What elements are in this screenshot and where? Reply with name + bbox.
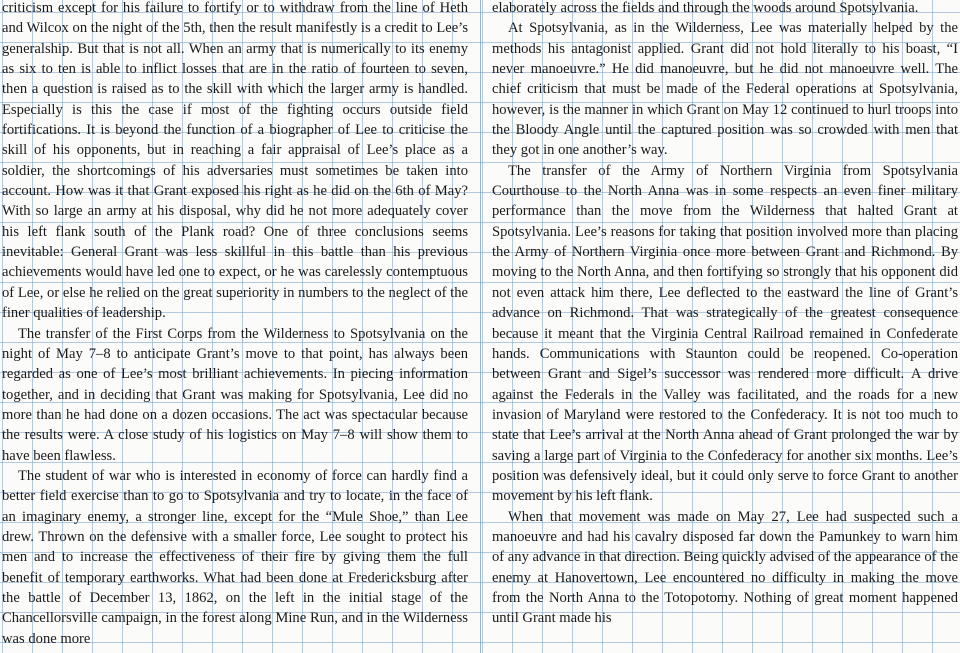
- left-text-column: [2, 0, 468, 653]
- column-divider: [480, 0, 481, 653]
- right-paragraph-2: At Spotsylvania, as in the Wilderness, Lee was materially helped by the methods his antagonist applied. Grant did not hold literally to his boast, “I never manoeuvre.” He did manoeuvre, but he did not manoeuvre well. The chief criticism that must be made of the Federal operations at Spotsylvania, however, is the manner in which Grant on May 12 continued to hurl troops into the Bloody Angle until the captured position was so crowded with men that they got in one another’s way.: [492, 20, 958, 159]
- left-paragraph-1: criticism except for his failure to fortify or to withdraw from the line of Heth and Wilcox on the night of the 5th, then the result manifestly is a credit to Lee’s generalship. But that is not all. When an army that is numerically to its enemy as six to ten is able to inflict losses that are in the ratio of fourteen to seven, then a question is raised as to the skill with which the larger army is handled. Especially is this the case if most of the fighting occurs outside field fortifications. It is beyond the function of a biographer of Lee to criticise the skill of his opponents, but in reaching a fair appraisal of Lee’s place as a soldier, the shortcomings of his adversaries must sometimes be taken into account. How was it that Grant exposed his right as he did on the 6th of May? With so large an army at his disposal, why did he not more adequately cover his left flank south of the Plank road? One of three conclusions seems inevitable: General Grant was less skillful in this battle than his previous achievements would have led one to expect, or he was carelessly contemptuous of Lee, or else he relied on the great superiority in numbers to the neglect of the finer qualities of leadership.: [2, 0, 468, 322]
- right-text-column: [492, 0, 958, 653]
- right-paragraph-4: When that movement was made on May 27, Lee had suspected such a manoeuvre and had his cavalry disposed far down the Pamunkey to warn him of any advance in that direction. Being quickly advised of the appearance of the enemy at Hanovertown, Lee encountered no difficulty in making the move from the North Anna to the Totopotomy. Nothing of great moment happened until Grant made his: [492, 508, 958, 627]
- right-paragraph-3: The transfer of the Army of Northern Virginia from Spotsylvania Courthouse to the North Anna was in some respects an even finer military performance than the move from the Wilderness that halted Grant at Spotsylvania. Lee’s reasons for taking that position involved more than placing the Army of Northern Virginia once more between Grant and Richmond. By moving to the North Anna, and then fortifying so strongly that his opponent did not even attack him there, Lee deflected to the eastward the line of Grant’s advance on Richmond. That was strategically of the greatest consequence because it meant that the Virginia Central Railroad remained in Confederate hands. Communications with Staunton could be reopened. Co-operation between Grant and Sigel’s successor was rendered more difficult. A drive against the Federals in the Valley was facilitated, and the roads for a new invasion of Maryland were restored to the Confederacy. It is not too much to state that Lee’s arrival at the North Anna ahead of Grant prolonged the war by saving a large part of Virginia to the Confederacy for another six months. Lee’s position was defensively ideal, but it could only serve to force Grant to another movement by his left flank.: [492, 162, 958, 505]
- left-paragraph-2: The transfer of the First Corps from the Wilderness to Spotsylvania on the night of May 7–8 to anticipate Grant’s move to that point, has always been regarded as one of Lee’s most brilliant achievements. In piecing information together, and in deciding that Grant was making for Spotsylvania, Lee did no more than he had done on a dozen occasions. The act was spectacular because the results were. A close study of his logistics on May 7–8 will show them to have been flawless.: [2, 325, 468, 464]
- left-paragraph-3: The student of war who is interested in economy of force can hardly find a better field exercise than to go to Spotsylvania and try to locate, in the face of an imaginary enemy, a stronger line, except for the “Mule Shoe,” than Lee drew. Thrown on the defensive with a smaller force, Lee sought to protect his men and to increase the effectiveness of their fire by giving them the full benefit of temporary earthworks. What had been done at Fredericksburg after the battle of December 13, 1862, on the left in the initial stage of the Chancellorsville campaign, in the forest along Mine Run, and in the Wilderness was done more: [2, 467, 468, 647]
- right-paragraph-1: elaborately across the fields and through the woods around Spotsylvania.: [492, 0, 919, 16]
